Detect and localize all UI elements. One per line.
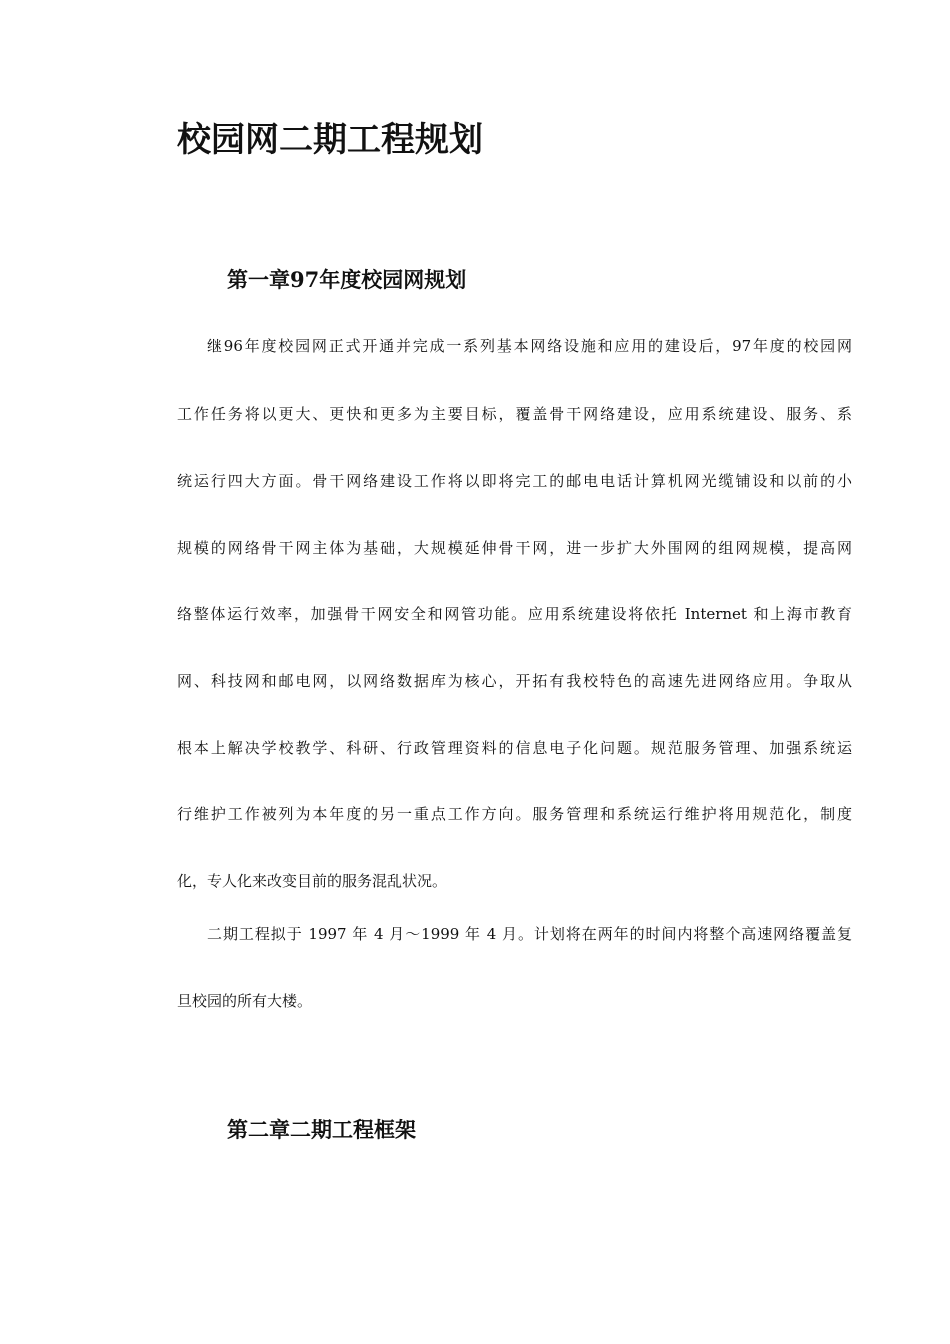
paragraph-1-line-4: 规模的网络骨干网主体为基础，大规模延伸骨干网，进一步扩大外围网的组网规模，提高网 (177, 539, 852, 557)
paragraph-2-line-1: 二期工程拟于 1997 年 4 月～1999 年 4 月。计划将在两年的时间内将整个高速网络覆盖复 (207, 925, 852, 943)
paragraph-2-line-2: 旦校园的所有大楼。 (177, 992, 313, 1010)
paragraph-1-line-8: 行维护工作被列为本年度的另一重点工作方向。服务管理和系统运行维护将用规范化，制度 (177, 805, 852, 823)
paragraph-1-line-3: 统运行四大方面。骨干网络建设工作将以即将完工的邮电电话计算机网光缆铺设和以前的小 (177, 472, 852, 490)
paragraph-1-line-6: 网、科技网和邮电网，以网络数据库为核心，开拓有我校特色的高速先进网络应用。争取从 (177, 672, 852, 690)
paragraph-1-line-5: 络整体运行效率，加强骨干网安全和网管功能。应用系统建设将依托 Internet 和上海市教育 (177, 605, 852, 623)
paragraph-1-line-9: 化，专人化来改变目前的服务混乱状况。 (177, 872, 448, 890)
paragraph-1-line-2: 工作任务将以更大、更快和更多为主要目标，覆盖骨干网络建设，应用系统建设、服务、系 (177, 405, 852, 423)
document-title: 校园网二期工程规划 (177, 120, 483, 160)
paragraph-1-line-1: 继96年度校园网正式开通并完成一系列基本网络设施和应用的建设后，97年度的校园网 (207, 337, 852, 355)
chapter-2-heading: 第二章二期工程框架 (227, 1117, 416, 1142)
chapter-1-heading: 第一章97年度校园网规划 (227, 267, 467, 292)
paragraph-1-line-7: 根本上解决学校教学、科研、行政管理资料的信息电子化问题。规范服务管理、加强系统运 (177, 739, 852, 757)
